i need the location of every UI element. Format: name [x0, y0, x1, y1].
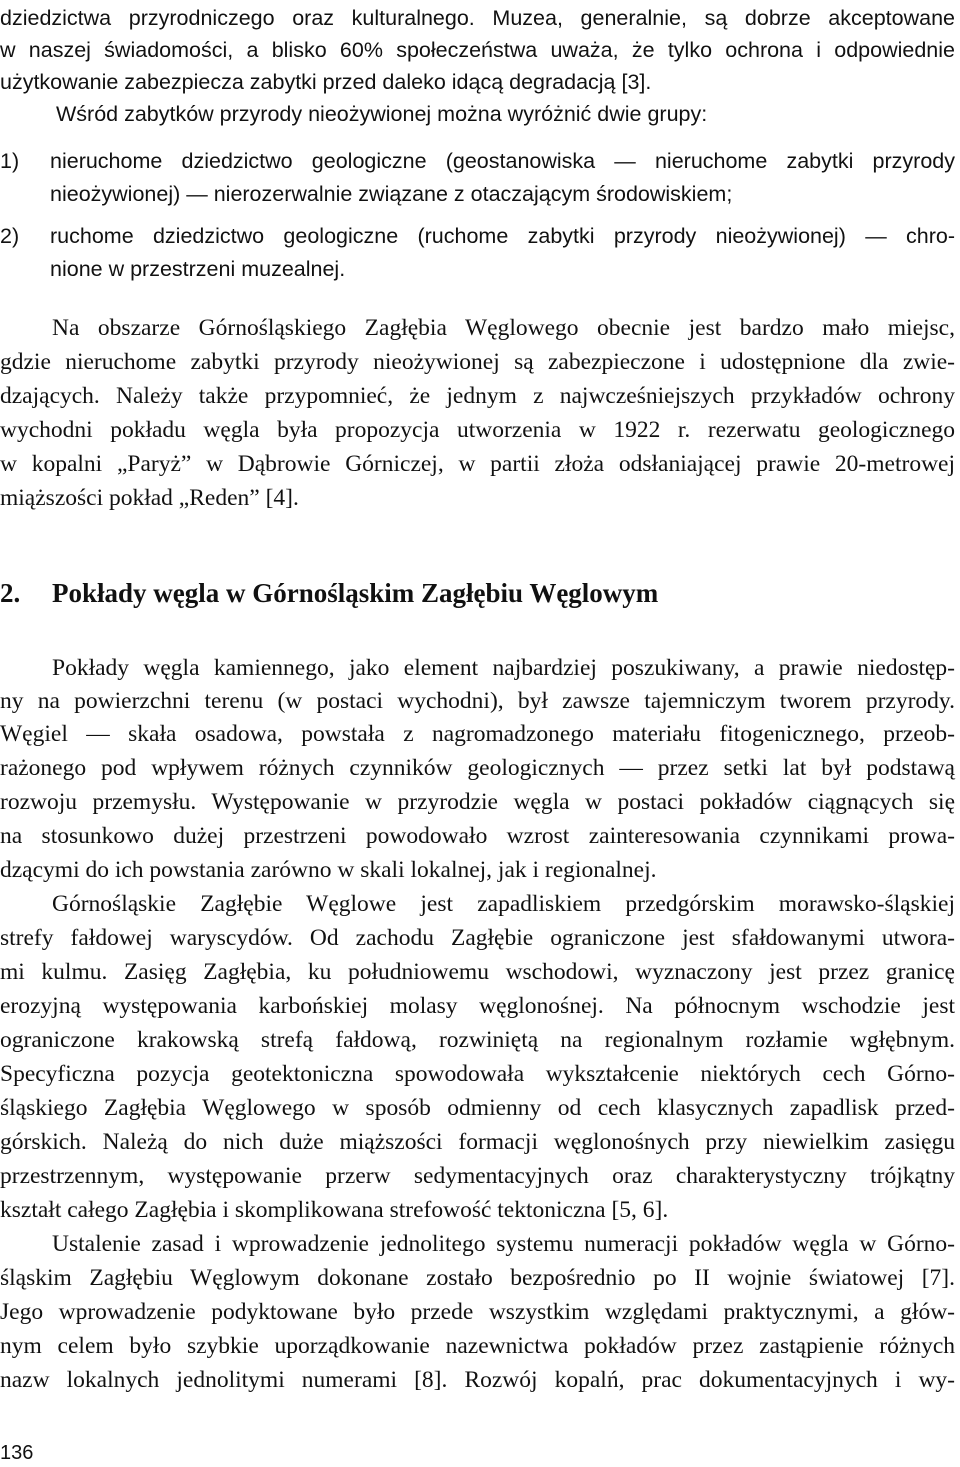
text-line: erozyjną występowania karbońskiej molasy węglonośnej. Na północnym wschodzie jest — [0, 993, 955, 1019]
text-line: śląskiego Zagłębia Węglowego w sposób odmienny od cech klasycznych zapadlisk przed- — [0, 1095, 955, 1121]
page-number: 136 — [0, 1442, 34, 1464]
text-line: ny na powierzchni terenu (w postaci wychodni), był zawsze tajemniczym tworem przyrody. — [0, 688, 955, 714]
text-line: Wśród zabytków przyrody nieożywionej można wyróżnić dwie grupy: — [56, 102, 708, 126]
text-line: dzącymi do ich powstania zarówno w skali lokalnej, jak i regionalnej. — [0, 857, 657, 883]
text-line: nazw lokalnych jednolitymi numerami [8]. Rozwój kopalń, prac dokumentacyjnych i wy- — [0, 1367, 955, 1393]
text-line: Węgiel — skała osadowa, powstała z nagromadzonego materiału fitogenicznego, przeob- — [0, 721, 955, 747]
list-item-line: nieożywionej) — nierozerwalnie związane z otaczającym środowiskiem; — [50, 182, 733, 206]
list-item-line: ruchome dziedzictwo geologiczne (ruchome zabytki przyrody nieożywionej) — chro- — [50, 224, 955, 248]
text-line: użytkowanie zabezpiecza zabytki przed daleko idącą degradacją [3]. — [0, 70, 652, 94]
text-line: ograniczone krakowską strefą fałdową, rozwiniętą na regionalnym rozłamie wgłębnym. — [0, 1027, 955, 1053]
text-line: w naszej świadomości, a blisko 60% społeczeństwa uważa, że tylko ochrona i odpowiednie — [0, 38, 955, 62]
text-line: mi kulmu. Zasięg Zagłębia, ku południowemu wschodowi, wyznaczony jest przez granicę — [0, 959, 955, 985]
text-line: w kopalni „Paryż” w Dąbrowie Górniczej, w partii złoża odsłaniającej prawie 20-metrowej — [0, 451, 955, 477]
text-line: dziedzictwa przyrodniczego oraz kulturalnego. Muzea, generalnie, są dobrze akceptowane — [0, 6, 955, 30]
text-line: dzających. Należy także przypomnieć, że jednym z najwcześniejszych przykładów ochrony — [0, 383, 955, 409]
text-line: Na obszarze Górnośląskiego Zagłębia Węglowego obecnie jest bardzo mało miejsc, — [52, 315, 955, 341]
text-line: strefy fałdowej waryscydów. Od zachodu Zagłębie ograniczone jest sfałdowanymi utwora- — [0, 925, 955, 951]
text-line: rozwoju przemysłu. Występowanie w przyrodzie węgla w postaci pokładów ciągnących się — [0, 789, 955, 815]
list-item-line: nione w przestrzeni muzealnej. — [50, 257, 346, 281]
text-line: Ustalenie zasad i wprowadzenie jednolitego systemu numeracji pokładów węgla w Górno- — [52, 1231, 955, 1257]
list-marker: 1) — [0, 149, 20, 173]
text-line: Pokłady węgla kamiennego, jako element najbardziej poszukiwany, a prawie niedostęp- — [52, 655, 955, 681]
text-line: nym celem było szybkie uporządkowanie nazewnictwa pokładów przez zastąpienie różnych — [0, 1333, 955, 1359]
text-line: gdzie nieruchome zabytki przyrody nieożywionej są zabezpieczone i udostępnione dla zwie- — [0, 349, 955, 375]
text-line: Górnośląskie Zagłębie Węglowe jest zapadliskiem przedgórskim morawsko-śląskiej — [52, 891, 955, 917]
list-item-line: nieruchome dziedzictwo geologiczne (geostanowiska — nieruchome zabytki przyrody — [50, 149, 955, 173]
text-line: kształt całego Zagłębia i skomplikowana strefowość tektoniczna [5, 6]. — [0, 1197, 669, 1223]
text-line: Jego wprowadzenie podyktowane było przede wszystkim względami praktycznymi, a głów- — [0, 1299, 955, 1325]
text-line: miąższości pokład „Reden” [4]. — [0, 485, 299, 511]
section-number: 2. — [0, 578, 21, 608]
section-title: Pokłady węgla w Górnośląskim Zagłębiu Węglowym — [52, 578, 659, 608]
text-line: na stosunkowo dużej przestrzeni powodowało wzrost zainteresowania czynnikami prowa- — [0, 823, 955, 849]
text-line: Specyficzna pozycja geotektoniczna spowodowała wykształcenie niektórych cech Górno- — [0, 1061, 955, 1087]
text-line: górskich. Należą do nich duże miąższości formacji węglonośnych przy niewielkim zasięgu — [0, 1129, 955, 1155]
text-line: wychodni pokładu węgla była propozycja utworzenia w 1922 r. rezerwatu geologicznego — [0, 417, 955, 443]
section-heading — [0, 571, 658, 615]
list-marker: 2) — [0, 224, 20, 248]
text-line: przestrzennym, występowanie przerw sedymentacyjnych oraz charakterystyczny trójkątny — [0, 1163, 955, 1189]
text-line: śląskim Zagłębiu Węglowym dokonane zostało bezpośrednio po II wojnie światowej [7]. — [0, 1265, 955, 1291]
text-line: rażonego pod wpływem różnych czynników geologicznych — przez setki lat był podstawą — [0, 755, 955, 781]
